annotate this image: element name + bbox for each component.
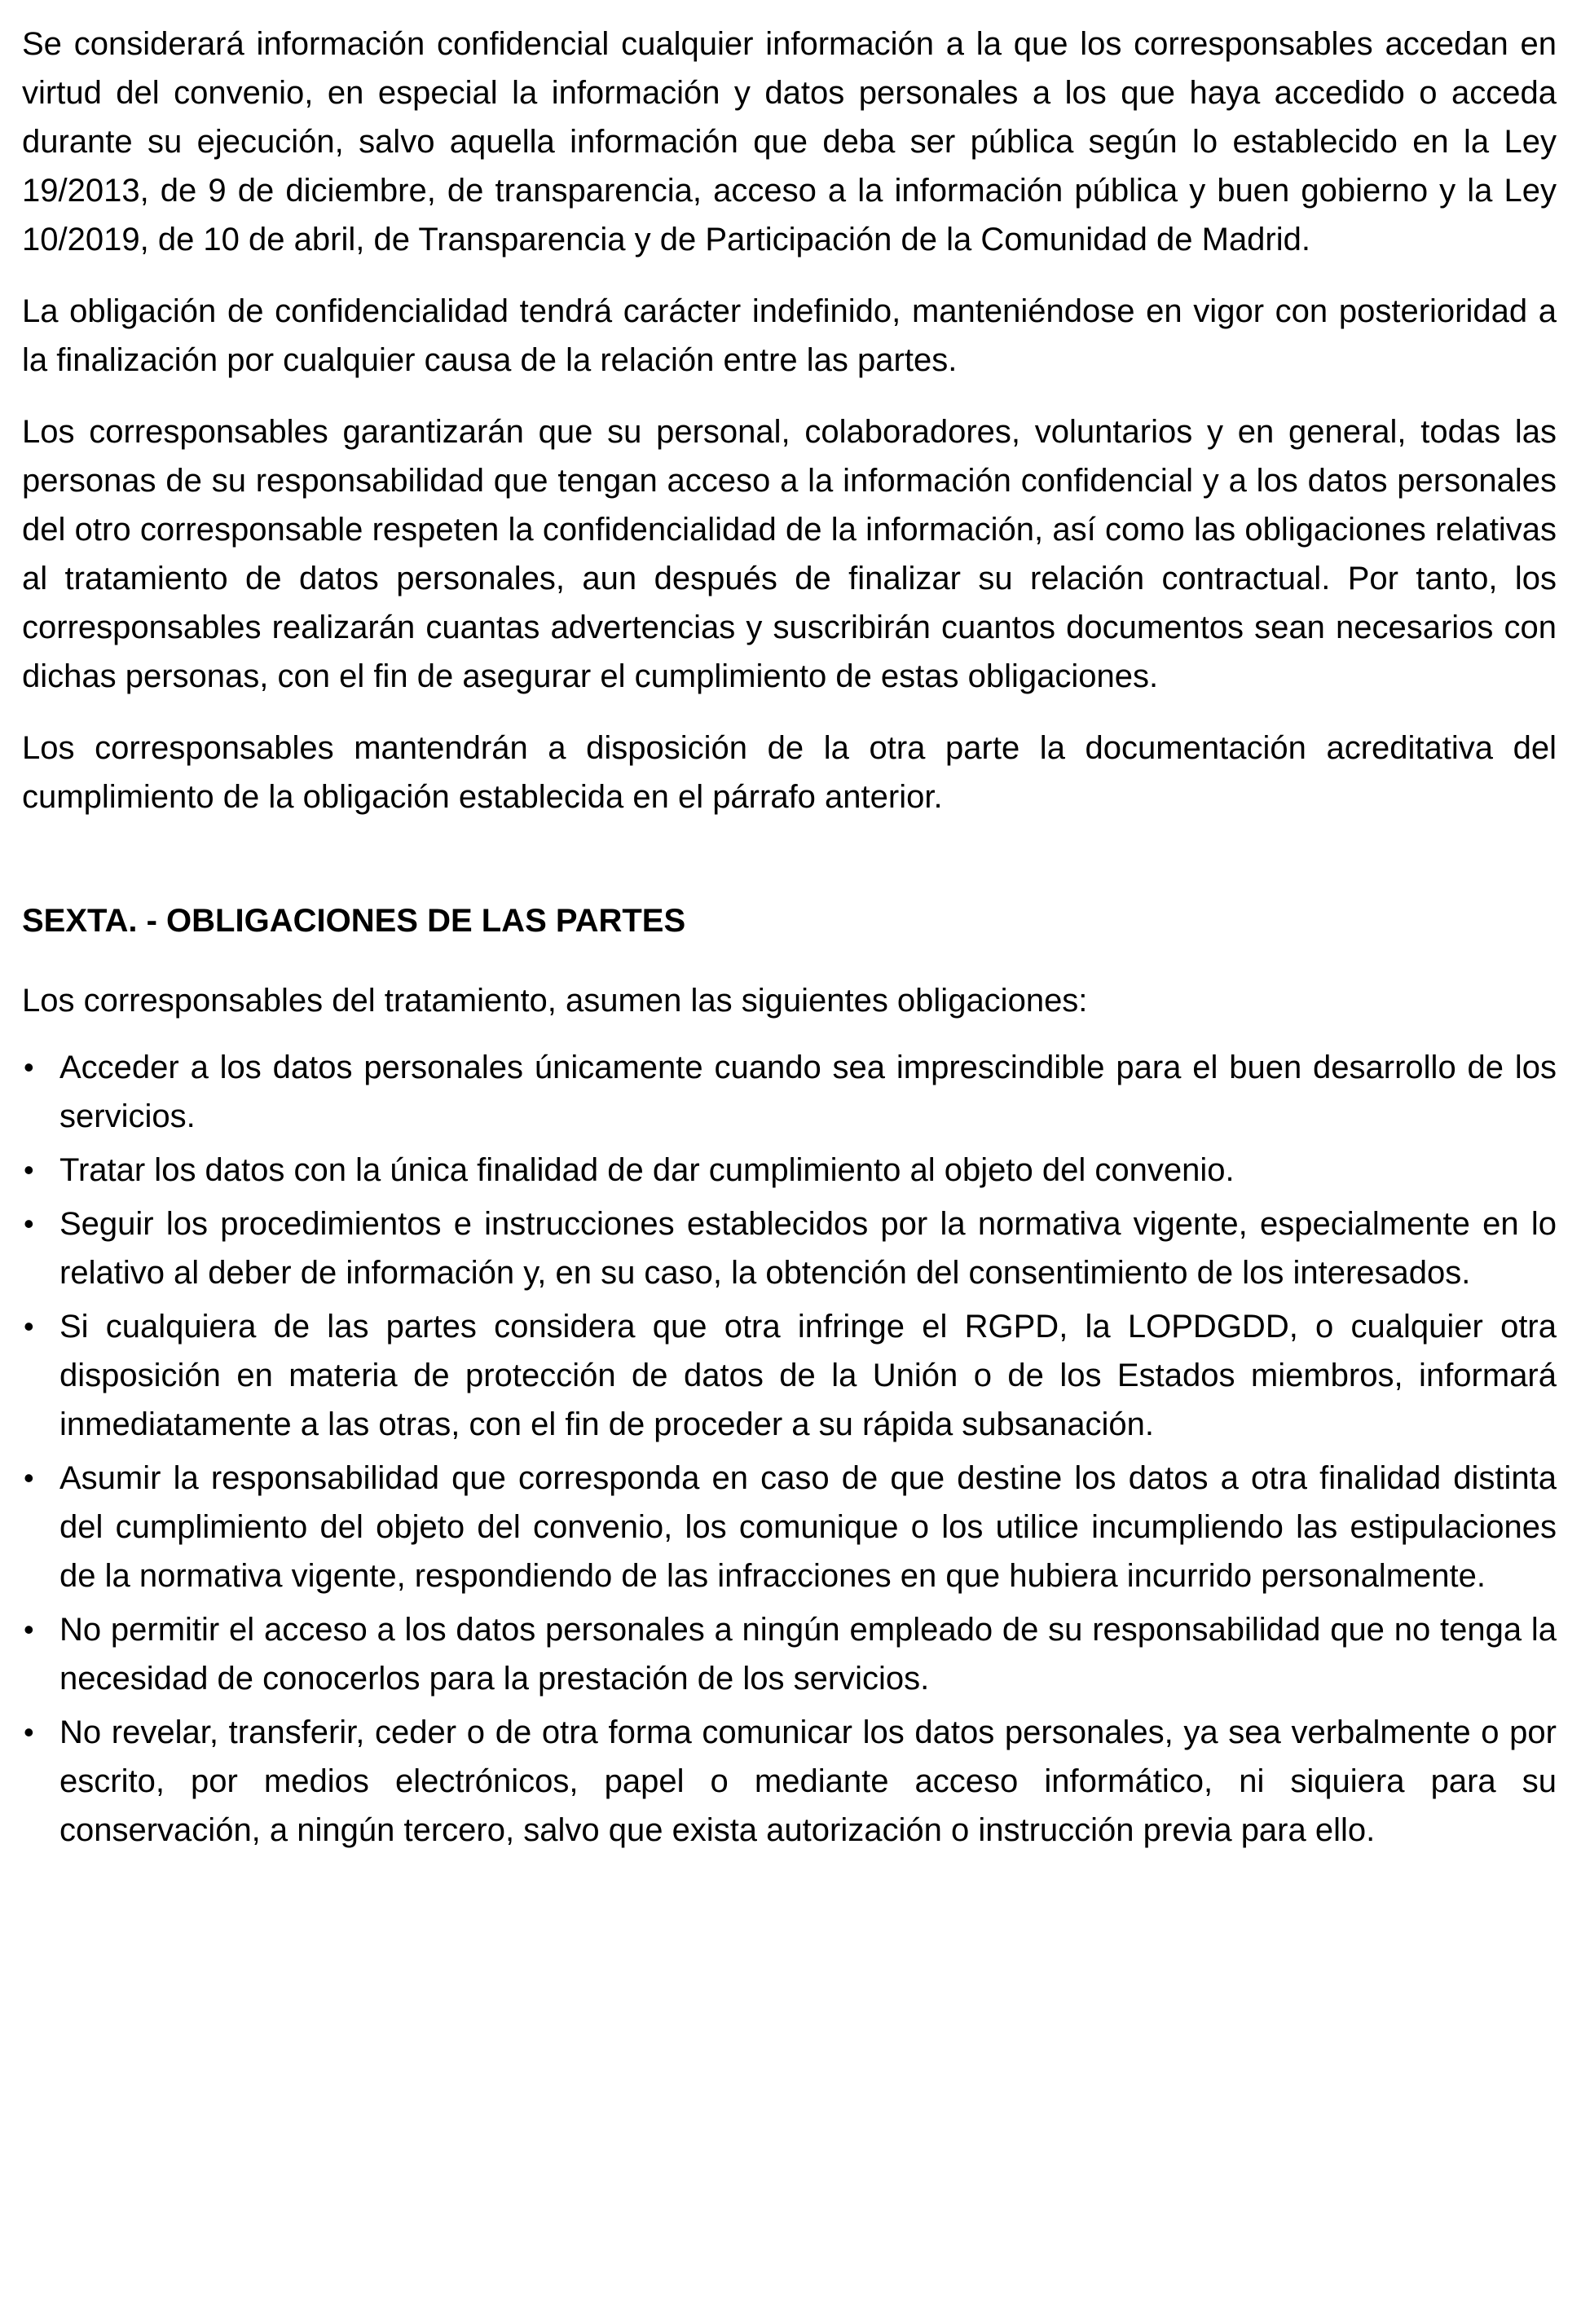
list-item-text: Asumir la responsabilidad que corresponda en caso de que destine los datos a otra finalidad distinta del cumplimiento del objeto del convenio, los comunique o los utilice incumpliendo las estipulaciones de la normativa vigente, respondiendo de las infracciones en que hubiera incurrido personalmente. <box>59 1460 1557 1594</box>
list-item-text: Si cualquiera de las partes considera que otra infringe el RGPD, la LOPDGDD, o cualquier otra disposición en materia de protección de datos de la Unión o de los Estados miembros, informará inmediatamente a las otras, con el fin de proceder a su rápida subsanación. <box>59 1309 1557 1442</box>
bullet-icon: • <box>24 1715 34 1749</box>
list-item <box>22 1146 1557 1195</box>
list-item-text: Seguir los procedimientos e instrucciones establecidos por la normativa vigente, especialmente en lo relativo al deber de información y, en su caso, la obtención del consentimiento de los interesados. <box>59 1206 1557 1291</box>
list-item-text: No permitir el acceso a los datos personales a ningún empleado de su responsabilidad que no tenga la necesidad de conocerlos para la prestación de los servicios. <box>59 1612 1557 1697</box>
paragraph-confidentiality-duration: La obligación de confidencialidad tendrá carácter indefinido, manteniéndose en vigor con posterioridad a la finalización por cualquier causa de la relación entre las partes. <box>22 293 1557 378</box>
list-item <box>22 1708 1557 1855</box>
list-item <box>22 1199 1557 1297</box>
list-item-text: Tratar los datos con la única finalidad de dar cumplimiento al objeto del convenio. <box>59 1152 1235 1188</box>
paragraph-personnel-guarantee: Los corresponsables garantizarán que su personal, colaboradores, voluntarios y en general, todas las personas de su responsabilidad que tengan acceso a la información confidencial y a los datos personales del otro corresponsable respeten la confidencialidad de la información, así como las obligaciones relativas al tratamiento de datos personales, aun después de finalizar su relación contractual. Por tanto, los corresponsables realizarán cuantas advertencias y suscribirán cuantos documentos sean necesarios con dichas personas, con el fin de asegurar el cumplimiento de estas obligaciones. <box>22 414 1557 694</box>
list-item-text: No revelar, transferir, ceder o de otra forma comunicar los datos personales, ya sea verbalmente o por escrito, por medios electrónicos, papel o mediante acceso informático, ni siquiera para su conservación, a ningún tercero, salvo que exista autorización o instrucción previa para ello. <box>59 1714 1557 1848</box>
list-item <box>22 1302 1557 1449</box>
bullet-icon: • <box>24 1207 34 1240</box>
bullet-icon: • <box>24 1050 34 1084</box>
bullet-icon: • <box>24 1153 34 1186</box>
list-item-text: Acceder a los datos personales únicamente cuando sea imprescindible para el buen desarrollo de los servicios. <box>59 1050 1557 1134</box>
bullet-icon: • <box>24 1461 34 1494</box>
bullet-icon: • <box>24 1613 34 1646</box>
obligations-list <box>22 1043 1557 1855</box>
paragraph-documentation: Los corresponsables mantendrán a disposición de la otra parte la documentación acreditativa del cumplimiento de la obligación establecida en el párrafo anterior. <box>22 730 1557 815</box>
bullet-icon: • <box>24 1309 34 1343</box>
list-item <box>22 1043 1557 1141</box>
paragraph-confidential-info: Se considerará información confidencial cualquier información a la que los corresponsables accedan en virtud del convenio, en especial la información y datos personales a los que haya accedido o acceda durante su ejecución, salvo aquella información que deba ser pública según lo establecido en la Ley 19/2013, de 9 de diciembre, de transparencia, acceso a la información pública y buen gobierno y la Ley 10/2019, de 10 de abril, de Transparencia y de Participación de la Comunidad de Madrid. <box>22 26 1557 257</box>
list-item <box>22 1454 1557 1600</box>
list-intro: Los corresponsables del tratamiento, asumen las siguientes obligaciones: <box>22 983 1088 1019</box>
list-item <box>22 1605 1557 1703</box>
section-heading: SEXTA. - OBLIGACIONES DE LAS PARTES <box>22 903 686 939</box>
